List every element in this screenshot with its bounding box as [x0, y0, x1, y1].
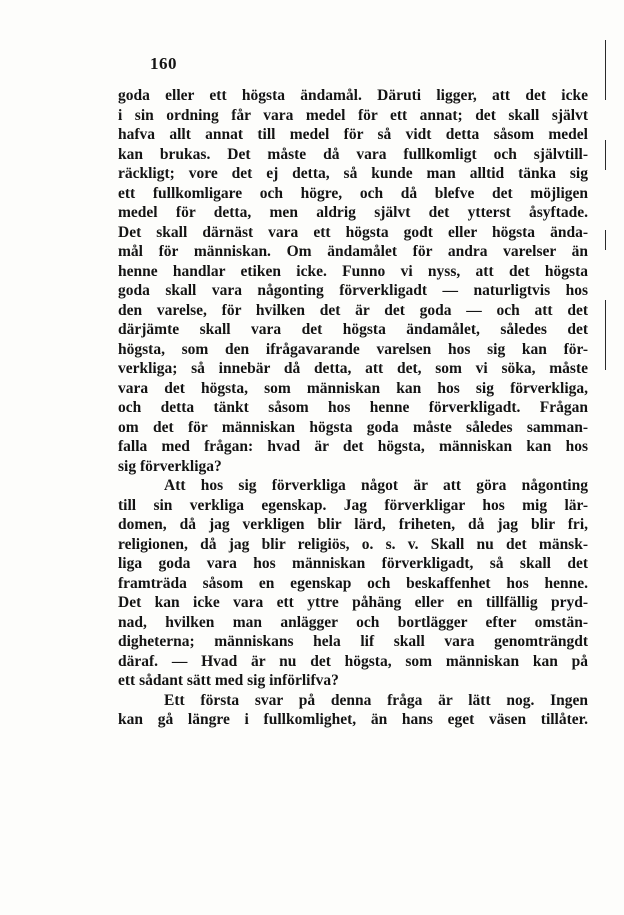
text-line: medel för detta, men aldrig självt det ytterst åsyftade. — [118, 204, 588, 221]
text-line: till sin verkliga egenskap. Jag förverkligar hos mig lär- — [118, 496, 588, 514]
text-line: däraf. — Hvad är nu det högsta, som människan kan på — [118, 652, 588, 670]
text-line: kan gå längre i fullkomlighet, än hans eget väsen tillåter. — [118, 711, 588, 728]
text-line: Det skall därnäst vara ett högsta godt eller högsta ända- — [118, 223, 588, 241]
margin-rule — [605, 300, 606, 370]
text-line: domen, då jag verkligen blir lärd, friheten, då jag blir fri, — [118, 516, 588, 533]
body-text — [118, 86, 588, 730]
text-line: därjämte skall vara det högsta ändamålet, således det — [118, 321, 588, 338]
text-line: vara det högsta, som människan kan hos sig förverkliga, — [118, 379, 588, 397]
text-line: Det kan icke vara ett yttre påhäng eller en tillfällig pryd- — [118, 594, 588, 611]
text-line: Ett första svar på denna fråga är lätt nog. Ingen — [164, 691, 588, 709]
text-line: sig förverkliga? — [118, 457, 222, 475]
text-line: goda eller ett högsta ändamål. Däruti ligger, att det icke — [118, 87, 588, 104]
text-line: ett fullkomligare och högre, och då blefve det möjligen — [118, 184, 588, 202]
text-line: religionen, då jag blir religiös, o. s. v. Skall nu det mänsk- — [118, 535, 588, 553]
page-number: 160 — [150, 54, 177, 73]
text-line: digheterna; människans hela lif skall vara genomträngdt — [118, 633, 588, 650]
text-line: nad, hvilken man anlägger och bortlägger efter omstän- — [118, 613, 588, 631]
text-line: i sin ordning får vara medel för ett annat; det skall självt — [118, 106, 588, 124]
margin-rule — [605, 140, 606, 170]
text-line: om det för människan högsta goda måste således samman- — [118, 418, 588, 436]
margin-rule — [605, 230, 606, 250]
text-line: och detta tänkt såsom hos henne förverkligadt. Frågan — [118, 399, 588, 416]
text-line: kan brukas. Det måste då vara fullkomligt och självtill- — [118, 145, 588, 163]
text-line: liga goda vara hos människan förverkligadt, så skall det — [118, 555, 588, 572]
margin-rule — [605, 40, 606, 100]
text-line: hafva allt annat till medel för så vidt detta såsom medel — [118, 126, 588, 143]
text-line: räckligt; vore det ej detta, så kunde man alltid tänka sig — [118, 165, 588, 182]
text-line: mål för människan. Om ändamålet för andra varelser än — [118, 243, 588, 260]
text-line: henne handlar etiken icke. Funno vi nyss, att det högsta — [118, 262, 588, 280]
text-line: verkliga; så innebär då detta, att det, som vi söka, måste — [118, 360, 588, 377]
text-line: Att hos sig förverkliga något är att göra någonting — [164, 477, 588, 494]
text-line: falla med frågan: hvad är det högsta, människan kan hos — [118, 438, 588, 455]
text-line: högsta, som den ifrågavarande varelsen hos sig kan för- — [118, 340, 588, 358]
text-line: goda skall vara någonting förverkligadt — naturligtvis hos — [118, 282, 588, 299]
text-line: ett sådant sätt med sig införlifva? — [118, 672, 339, 689]
text-line: den varelse, för hvilken det är det goda — och att det — [118, 301, 588, 319]
text-line: framträda såsom en egenskap och beskaffenhet hos henne. — [118, 574, 588, 592]
